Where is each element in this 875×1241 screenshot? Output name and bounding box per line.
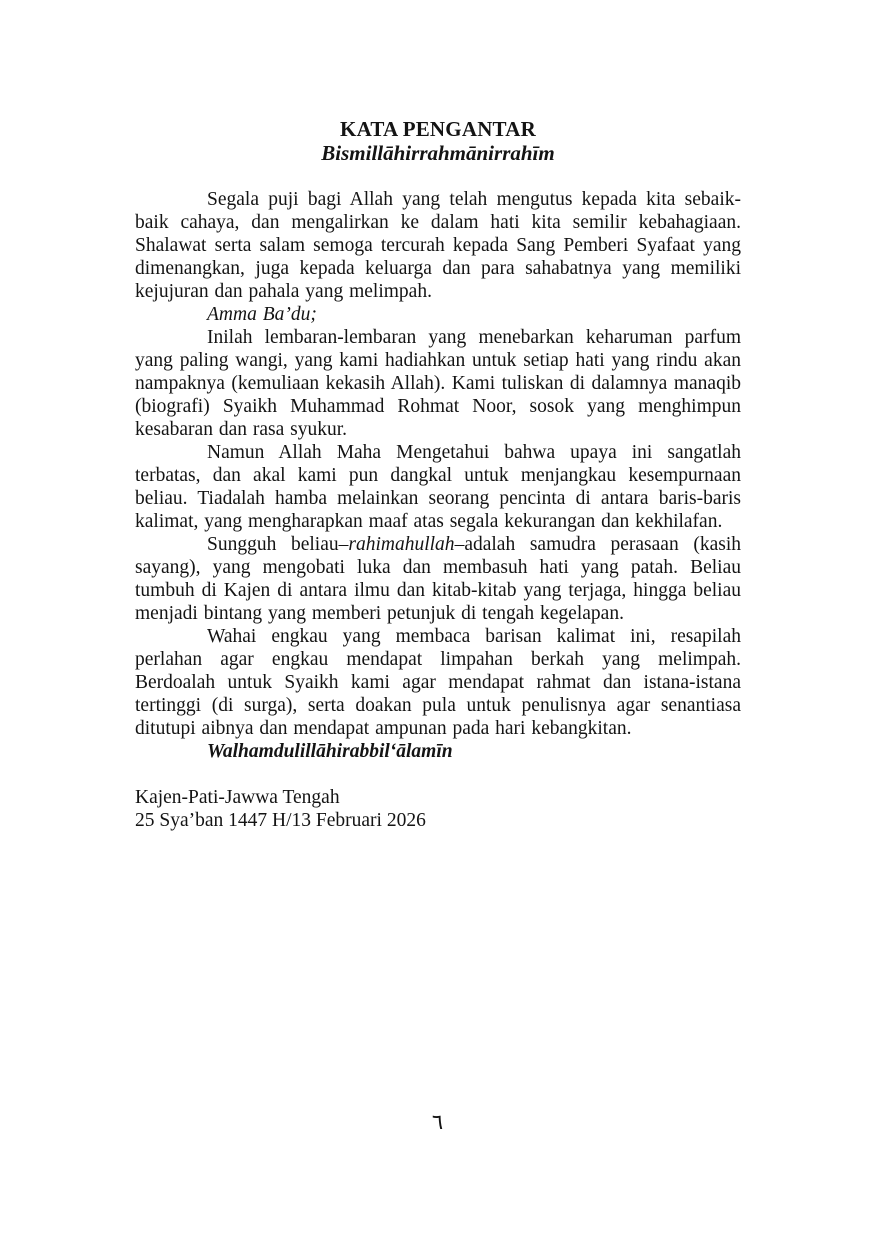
paragraph-inilah: Inilah lembaran-lembaran yang menebarkan keharuman parfum yang paling wangi, yang kami hadiahkan untuk setiap hati yang rindu akan nampaknya (kemuliaan kekasih Allah). Kami tuliskan di dalamnya manaqib (biografi) Syaikh Muhammad Rohmat Noor, sosok yang menghimpun kesabaran dan rasa syukur. (135, 327, 741, 440)
closing-dua: Walhamdulillāhirabbil‘ālamīn (207, 741, 453, 762)
page-number: ٦ (431, 1110, 444, 1134)
paragraph-wahai: Wahai engkau yang membaca barisan kalimat ini, resapilah perlahan agar engkau mendapat limpahan berkah yang melimpah. Berdoalah untuk Syaikh kami agar mendapat rahmat dan istana-istana tertinggi (di surga), serta doakan pula untuk penulisnya agar senantiasa ditutupi aibnya dan mendapat ampunan pada hari kebangkitan. (135, 626, 741, 739)
signature-place: Kajen-Pati-Jawwa Tengah (135, 787, 340, 808)
text-block (135, 117, 741, 832)
paragraph-sungguh (135, 533, 741, 625)
signature-block (135, 786, 741, 832)
paragraph-sungguh-text-after: –adalah samudra perasaan (kasih sayang), yang mengobati luka dan membasuh hati yang patah. Beliau tumbuh di Kajen di antara ilmu dan kitab-kitab yang terjaga, hingga beliau menjadi bintang yang memberi petunjuk di tengah kegelapan. (135, 534, 741, 624)
basmala-subtitle: Bismillāhirrahmānirrahīm (321, 141, 555, 165)
paragraph-amma-badu: Amma Ba’du; (207, 304, 317, 325)
signature-date: 25 Sya’ban 1447 H/13 Februari 2026 (135, 810, 426, 831)
paragraph-sungguh-text-before: Sungguh beliau– (207, 534, 349, 555)
paragraph-opening: Segala puji bagi Allah yang telah mengutus kepada kita sebaik-baik cahaya, dan mengalirkan ke dalam hati kita semilir kebahagiaan. Shalawat serta salam semoga tercurah kepada Sang Pemberi Syafaat yang dimenangkan, juga kepada keluarga dan para sahabatnya yang memiliki kejujuran dan pahala yang melimpah. (135, 189, 741, 302)
paragraph-namun: Namun Allah Maha Mengetahui bahwa upaya ini sangatlah terbatas, dan akal kami pun dangkal untuk menjangkau kesempurnaan beliau. Tiadalah hamba melainkan seorang pencinta di antara baris-baris kalimat, yang mengharapkan maaf atas segala kekurangan dan kekhilafan. (135, 442, 741, 532)
page-title: KATA PENGANTAR (340, 117, 536, 141)
rahimahullah-italic-term: rahimahullah (348, 534, 455, 555)
